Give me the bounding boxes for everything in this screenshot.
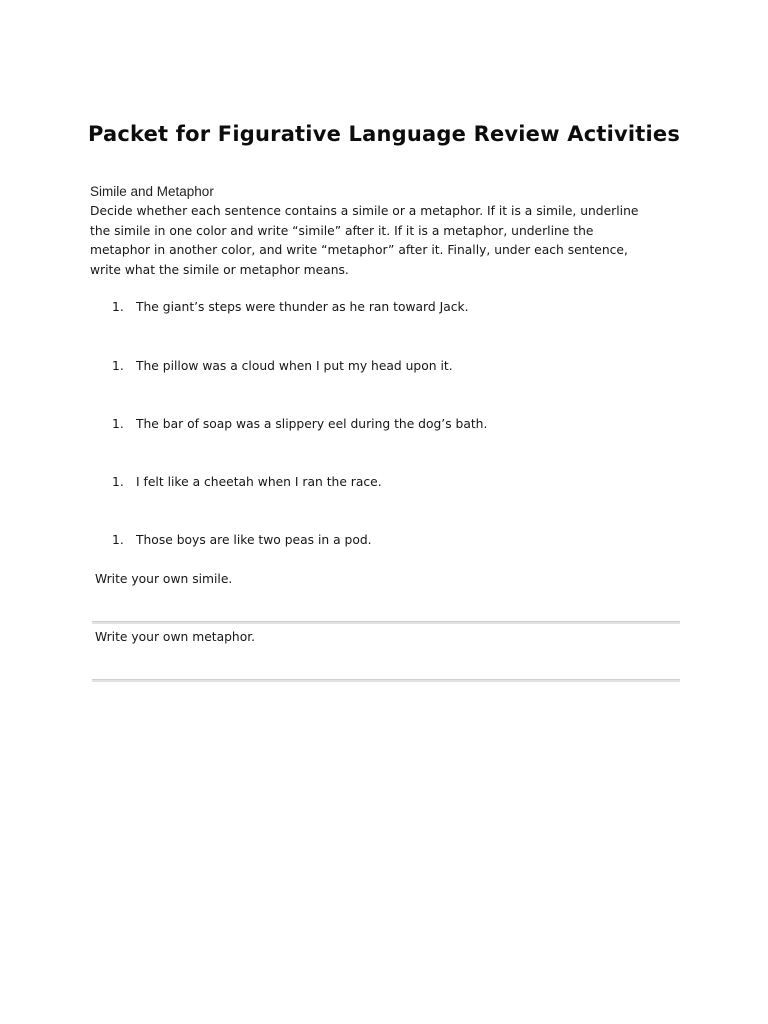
instructions-line: Decide whether each sentence contains a simile or a metaphor. If it is a simile, underline	[90, 204, 639, 218]
own-metaphor-prompt: Write your own metaphor.	[95, 630, 256, 644]
page-title: Packet for Figurative Language Review Activities	[87, 122, 681, 146]
instructions-paragraph	[90, 202, 690, 280]
own-simile-prompt: Write your own simile.	[95, 572, 233, 586]
item-text: The giant’s steps were thunder as he ran toward Jack.	[136, 300, 469, 314]
item-number: 1.	[112, 533, 124, 547]
list-item	[112, 300, 469, 314]
instructions-line: write what the simile or metaphor means.	[90, 262, 349, 277]
item-number: 1.	[112, 417, 124, 431]
item-text: I felt like a cheetah when I ran the race.	[136, 475, 382, 489]
list-item	[112, 475, 382, 489]
metaphor-answer-line	[92, 679, 680, 682]
section-heading: Simile and Metaphor	[90, 184, 214, 199]
item-number: 1.	[112, 475, 124, 489]
instructions-line: metaphor in another color, and write “metaphor” after it. Finally, under each sentence,	[90, 243, 628, 257]
item-text: The bar of soap was a slippery eel during the dog’s bath.	[136, 417, 488, 431]
simile-answer-line	[92, 621, 680, 624]
item-text: The pillow was a cloud when I put my head upon it.	[136, 359, 453, 373]
item-text: Those boys are like two peas in a pod.	[136, 533, 372, 547]
list-item	[112, 533, 372, 547]
list-item	[112, 359, 453, 373]
item-number: 1.	[112, 300, 124, 314]
list-item	[112, 417, 487, 431]
item-number: 1.	[112, 359, 124, 373]
instructions-line: the simile in one color and write “simile” after it. If it is a metaphor, underline the	[90, 223, 594, 238]
